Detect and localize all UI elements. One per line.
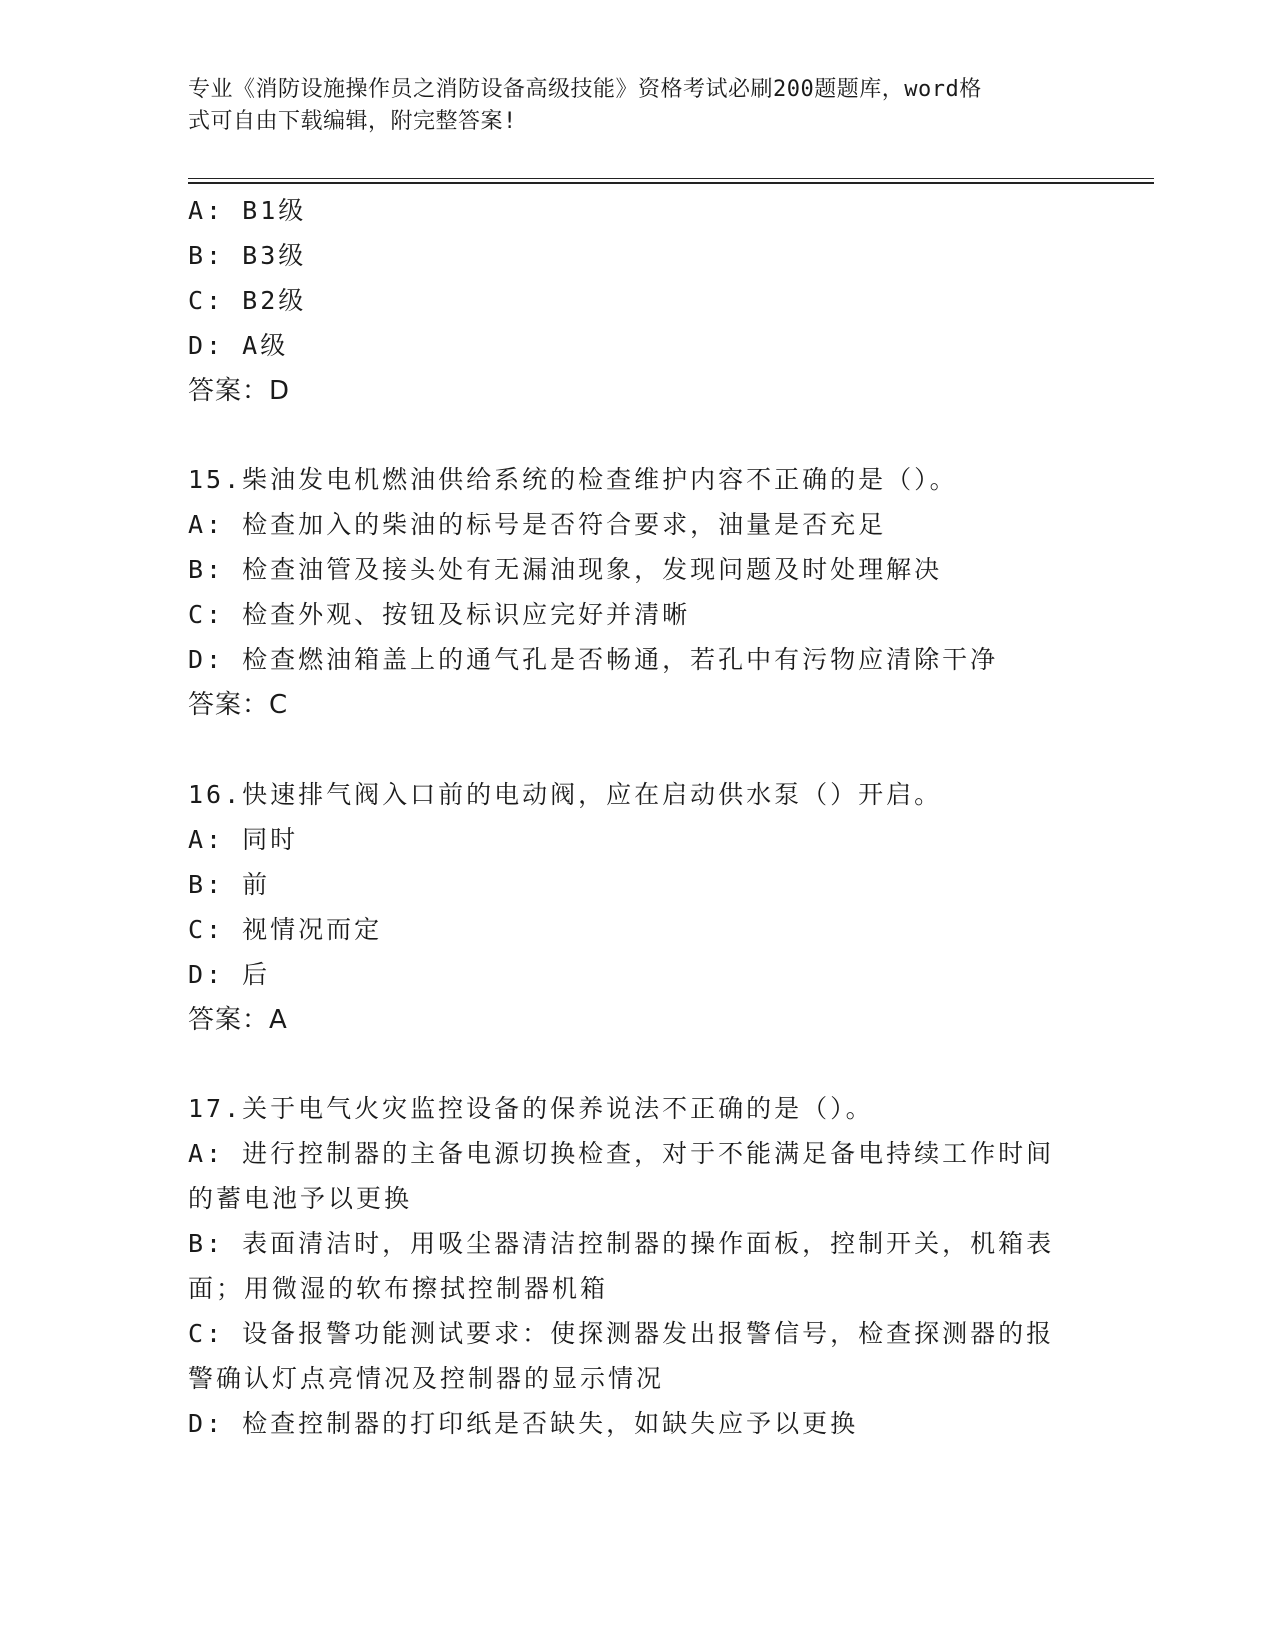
q16-option-d: D: 后 — [188, 960, 271, 989]
q17-option-a-line-2: 的蓄电池予以更换 — [188, 1184, 413, 1213]
q17-option-b-line-1: B: 表面清洁时，用吸尘器清洁控制器的操作面板，控制开关，机箱表 — [188, 1229, 1055, 1258]
q14-option-a: A: B1级 — [188, 196, 307, 225]
q17-option-b-line-2: 面；用微湿的软布擦拭控制器机箱 — [188, 1274, 609, 1303]
header-line-2: 式可自由下载编辑，附完整答案! — [188, 109, 517, 134]
q17-option-a-line-1: A: 进行控制器的主备电源切换检查，对于不能满足备电持续工作时间 — [188, 1139, 1055, 1168]
q16-question: 16.快速排气阀入口前的电动阀，应在启动供水泵（）开启。 — [188, 780, 943, 809]
q14-option-c: C: B2级 — [188, 286, 307, 315]
q16-answer: 答案：A — [188, 1005, 288, 1035]
q14-answer: 答案：D — [188, 376, 291, 406]
q15-option-a: A: 检查加入的柴油的标号是否符合要求，油量是否充足 — [188, 510, 887, 539]
q15-question: 15.柴油发电机燃油供给系统的检查维护内容不正确的是（）。 — [188, 465, 958, 494]
document-header — [188, 74, 1068, 138]
q15-option-c: C: 检查外观、按钮及标识应完好并清晰 — [188, 600, 691, 629]
q16-option-a: A: 同时 — [188, 825, 299, 854]
q14-option-d: D: A级 — [188, 331, 289, 360]
header-rule-thick — [188, 182, 1154, 184]
q17-question: 17.关于电气火灾监控设备的保养说法不正确的是（）。 — [188, 1094, 874, 1123]
q17-option-d: D: 检查控制器的打印纸是否缺失，如缺失应予以更换 — [188, 1409, 859, 1438]
q16-option-c: C: 视情况而定 — [188, 915, 383, 944]
q16-option-b: B: 前 — [188, 870, 271, 899]
header-line-1: 专业《消防设施操作员之消防设备高级技能》资格考试必刷200题题库，word格 — [188, 77, 982, 102]
q14-option-b: B: B3级 — [188, 241, 307, 270]
q15-option-d: D: 检查燃油箱盖上的通气孔是否畅通，若孔中有污物应清除干净 — [188, 645, 999, 674]
header-rule-thin — [188, 178, 1154, 179]
q15-option-b: B: 检查油管及接头处有无漏油现象，发现问题及时处理解决 — [188, 555, 943, 584]
q15-answer: 答案：C — [188, 690, 289, 720]
q17-option-c-line-1: C: 设备报警功能测试要求：使探测器发出报警信号，检查探测器的报 — [188, 1319, 1055, 1348]
q17-option-c-line-2: 警确认灯点亮情况及控制器的显示情况 — [188, 1364, 665, 1393]
